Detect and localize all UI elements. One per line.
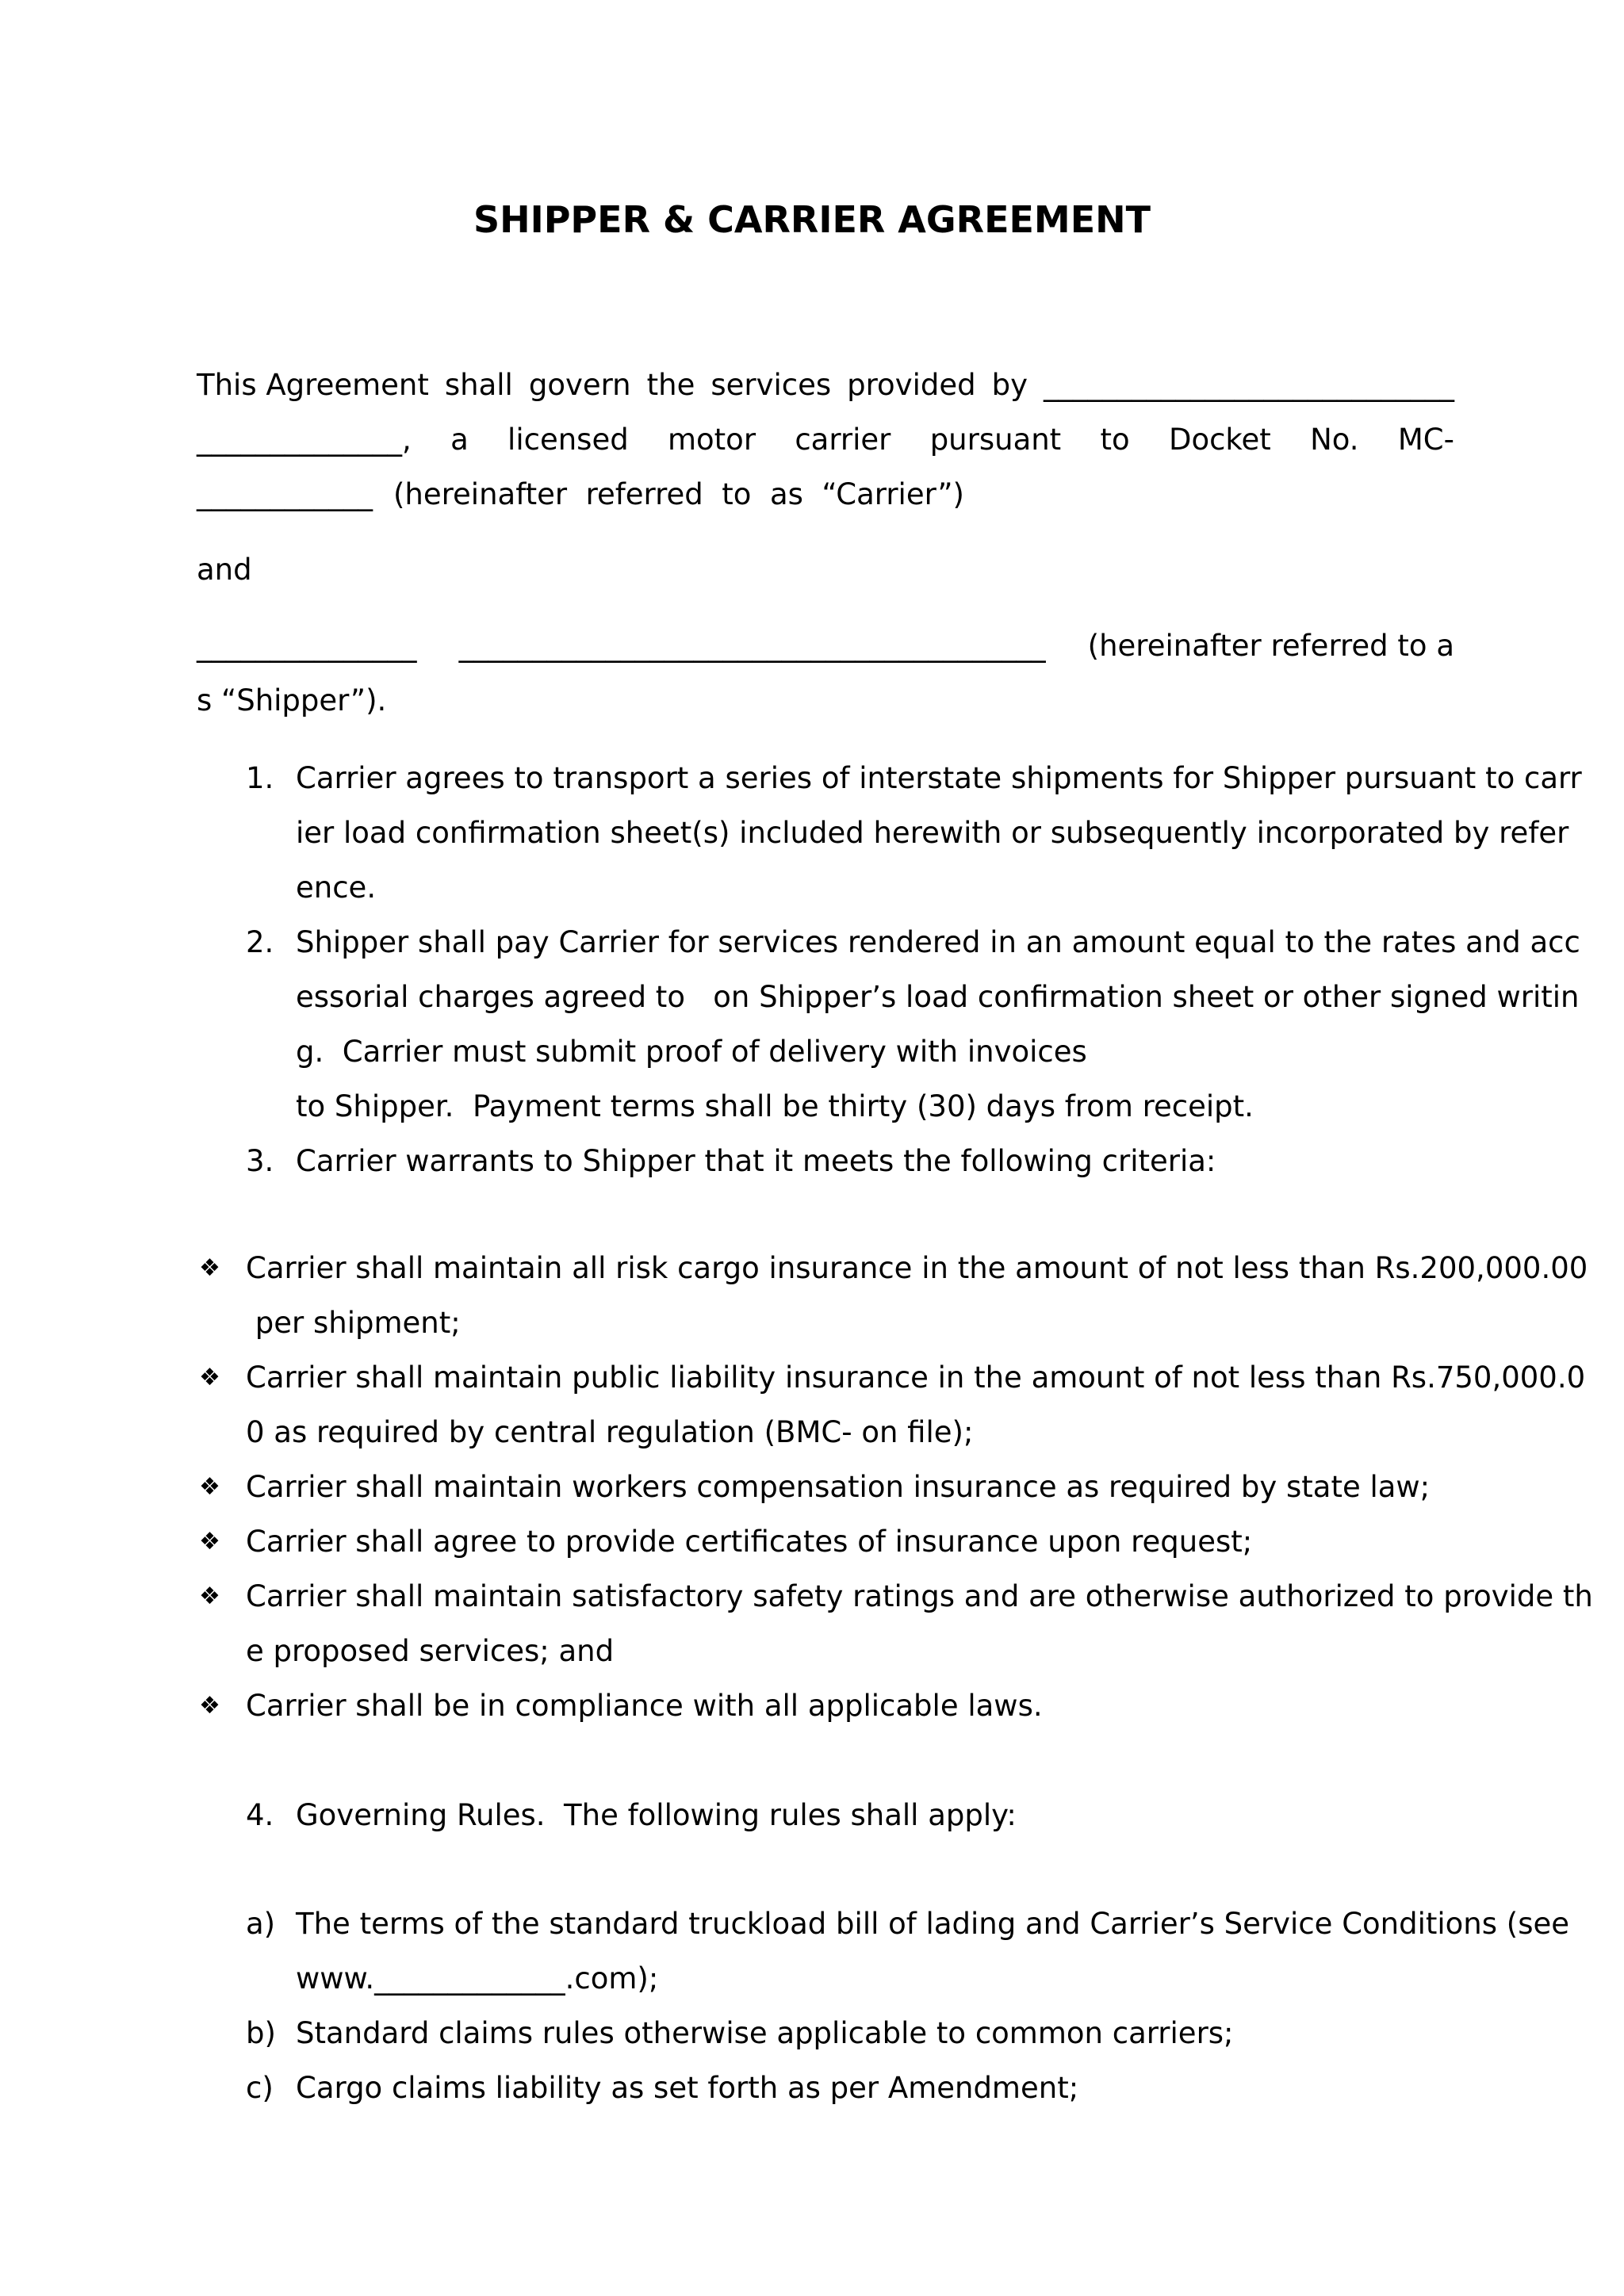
criteria-line: Carrier shall agree to provide certificates of insurance upon request; <box>246 1525 1253 1559</box>
criteria-text <box>246 1460 1430 1514</box>
intro-word: govern <box>528 368 631 402</box>
rule-letter: c) <box>246 2071 274 2105</box>
carrier-name-blank-cont: ______________, <box>197 423 412 457</box>
shipper-definition: (hereinafter referred to a <box>1087 629 1454 663</box>
criteria-text <box>246 1569 1593 1678</box>
intro-word: provided <box>847 368 976 402</box>
item-line: to Shipper. Payment terms shall be thirty (30) days from receipt. <box>296 1089 1254 1123</box>
intro-word: MC- <box>1397 423 1454 457</box>
criteria-line: Carrier shall be in compliance with all applicable laws. <box>246 1689 1043 1723</box>
item-number: 3. <box>246 1144 274 1178</box>
criteria-text <box>246 1241 1588 1350</box>
diamond-bullet-icon: ❖ <box>199 1692 220 1720</box>
criteria-line: Carrier shall maintain all risk cargo insurance in the amount of not less than Rs.200,000.00 <box>246 1251 1588 1285</box>
intro-word: licensed <box>508 423 629 457</box>
item-text <box>296 915 1580 1134</box>
rule-line: Cargo claims liability as set forth as per Amendment; <box>296 2071 1079 2105</box>
intro-line-2 <box>197 412 1454 467</box>
diamond-bullet-icon: ❖ <box>199 1528 220 1556</box>
carrier-definition: (hereinafter referred to as “Carrier”) <box>393 477 964 511</box>
shipper-line-2: s “Shipper”). <box>197 683 387 718</box>
rule-line: Standard claims rules otherwise applicable to common carriers; <box>296 2016 1234 2050</box>
intro-word: a <box>450 423 469 457</box>
criteria-line: 0 as required by central regulation (BMC- on file); <box>246 1415 974 1449</box>
page-title: SHIPPER & CARRIER AGREEMENT <box>473 198 1151 241</box>
criteria-text <box>246 1514 1252 1569</box>
item-line: Carrier agrees to transport a series of interstate shipments for Shipper pursuant to carr <box>296 761 1582 795</box>
diamond-bullet-icon: ❖ <box>199 1582 220 1610</box>
rule-letter: b) <box>246 2016 276 2050</box>
criteria-line: Carrier shall maintain public liability insurance in the amount of not less than Rs.750,000.0 <box>246 1360 1586 1395</box>
list-item <box>246 751 1582 915</box>
rule-text <box>296 2061 1078 2115</box>
criteria-item <box>197 1460 1454 1514</box>
intro-word: This Agreement <box>197 368 429 402</box>
item-text: Governing Rules. The following rules shall apply: <box>296 1798 1017 1832</box>
intro-word: carrier <box>795 423 891 457</box>
docket-number-blank: ____________ <box>197 477 373 511</box>
intro-word: pursuant <box>929 423 1062 457</box>
criteria-text <box>246 1350 1585 1460</box>
item-number: 1. <box>246 761 274 795</box>
rule-item <box>246 1896 1570 2006</box>
item-line: ence. <box>296 871 377 905</box>
diamond-bullet-icon: ❖ <box>199 1473 220 1501</box>
intro-word: motor <box>668 423 756 457</box>
item-number: 2. <box>246 925 274 959</box>
item-number: 4. <box>246 1798 274 1832</box>
rule-line: The terms of the standard truckload bill of lading and Carrier’s Service Conditions (see <box>296 1907 1570 1941</box>
shipper-paragraph <box>197 618 1454 728</box>
numbered-list <box>246 751 1582 1188</box>
item-text <box>296 751 1582 915</box>
criteria-item <box>197 1241 1588 1350</box>
rule-item <box>246 2006 1454 2061</box>
intro-paragraph <box>197 358 1454 522</box>
criteria-line: Carrier shall maintain workers compensation insurance as required by state law; <box>246 1470 1431 1504</box>
criteria-line: e proposed services; and <box>246 1634 615 1668</box>
criteria-line: per shipment; <box>246 1306 461 1340</box>
item-line: Carrier warrants to Shipper that it meets the following criteria: <box>296 1144 1216 1178</box>
item-line: essorial charges agreed to on Shipper’s load confirmation sheet or other signed writin <box>296 980 1580 1014</box>
criteria-item <box>197 1678 1454 1733</box>
intro-word: No. <box>1310 423 1359 457</box>
rule-letter: a) <box>246 1907 276 1941</box>
criteria-item <box>197 1350 1586 1460</box>
rule-line: www._____________.com); <box>296 1961 659 1996</box>
item-line: g. Carrier must submit proof of delivery with invoices <box>296 1035 1087 1069</box>
intro-word: the <box>646 368 695 402</box>
shipper-blank-2: ________________________________________ <box>458 629 1046 663</box>
criteria-text <box>246 1678 1043 1733</box>
list-item <box>246 915 1580 1134</box>
list-item <box>246 1134 1454 1188</box>
rule-text <box>296 2006 1234 2061</box>
intro-word: shall <box>444 368 513 402</box>
criteria-line: Carrier shall maintain satisfactory safety ratings and are otherwise authorized to provide th <box>246 1579 1593 1613</box>
intro-word: to <box>1100 423 1130 457</box>
intro-line-1 <box>197 358 1454 412</box>
item-line: ier load confirmation sheet(s) included herewith or subsequently incorporated by refer <box>296 816 1569 850</box>
item-text <box>296 1134 1454 1188</box>
rule-text <box>296 1896 1569 2006</box>
shipper-line-1 <box>197 618 1454 673</box>
criteria-item <box>197 1514 1454 1569</box>
carrier-name-blank: ____________________________ <box>1044 368 1454 402</box>
item-line: Shipper shall pay Carrier for services rendered in an amount equal to the rates and acc <box>296 925 1580 959</box>
rules-list <box>246 1896 1570 2115</box>
criteria-item <box>197 1569 1593 1678</box>
intro-word: services <box>710 368 832 402</box>
criteria-list <box>197 1241 1593 1733</box>
shipper-blank-1: _______________ <box>197 629 417 663</box>
and-text: and <box>197 553 252 587</box>
diamond-bullet-icon: ❖ <box>199 1364 220 1391</box>
intro-word: Docket <box>1168 423 1271 457</box>
intro-word: by <box>991 368 1028 402</box>
intro-line-3 <box>197 467 1454 522</box>
diamond-bullet-icon: ❖ <box>199 1254 220 1282</box>
rule-item <box>246 2061 1454 2115</box>
governing-rules-item <box>246 1788 1017 1843</box>
